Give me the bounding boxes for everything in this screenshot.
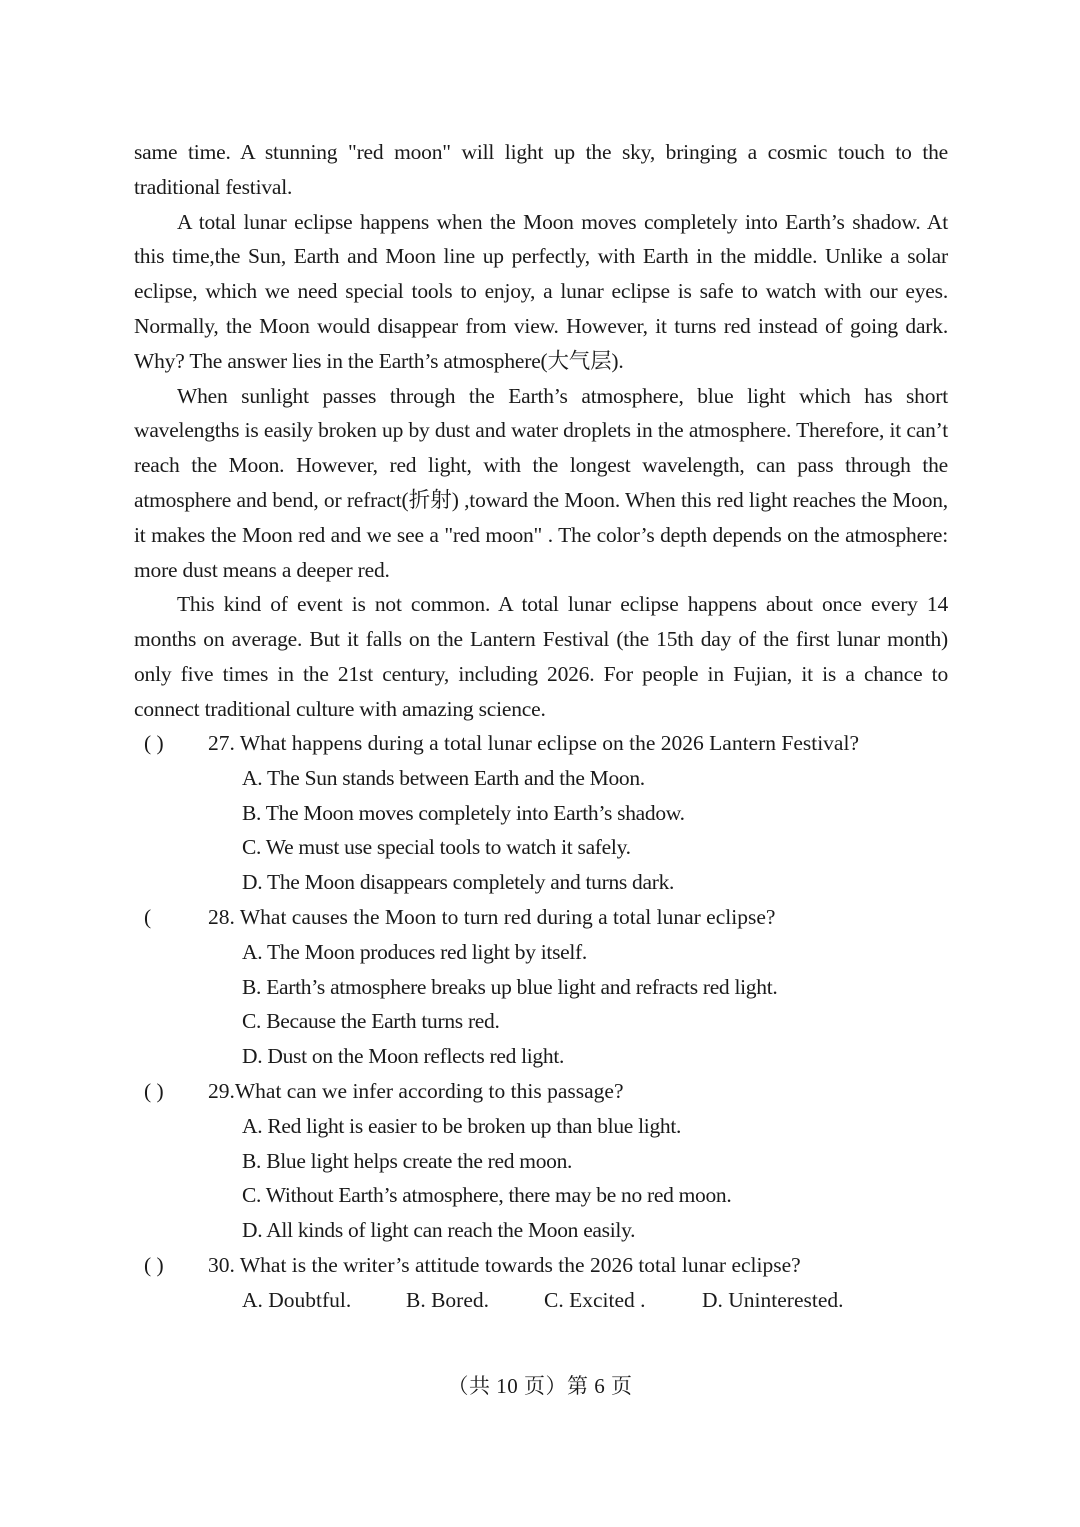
passage-paragraph-4: This kind of event is not common. A total lunar eclipse happens about once every 14 months on average. But it falls on the Lantern Festival (the 15th day of the first lunar month) only five times in the 21st century, including 2026. For people in Fujian, it is a chance to connect traditional culture with amazing science. [134, 592, 948, 721]
page-number-footer: （共 10 页）第 6 页 [447, 1374, 633, 1398]
option-d: D. The Moon disappears completely and turns dark. [242, 870, 675, 895]
option-b: B. Blue light helps create the red moon. [242, 1148, 573, 1173]
option-b: B. Earth’s atmosphere breaks up blue light and refracts red light. [242, 974, 778, 999]
option-c: C. Because the Earth turns red. [242, 1009, 500, 1034]
question-text: 30. What is the writer’s attitude towards the 2026 total lunar eclipse? [208, 1252, 801, 1277]
option-b: B. The Moon moves completely into Earth’s shadow. [242, 800, 685, 825]
question-list [134, 726, 948, 1318]
answer-blank[interactable]: ( ) [144, 1078, 164, 1103]
reading-passage [134, 135, 948, 727]
question-text: 29.What can we infer according to this passage? [208, 1078, 624, 1103]
option-c: C. Excited . [544, 1287, 646, 1312]
question-28 [134, 900, 948, 1074]
answer-blank[interactable]: ( ) [144, 1252, 164, 1277]
inline-options [134, 1283, 948, 1318]
question-29 [134, 1074, 948, 1248]
option-c: C. We must use special tools to watch it safely. [242, 835, 631, 860]
option-d: D. All kinds of light can reach the Moon easily. [242, 1218, 636, 1243]
option-a: A. Red light is easier to be broken up than blue light. [242, 1113, 682, 1138]
passage-paragraph-1: same time. A stunning "red moon" will light up the sky, bringing a cosmic touch to the traditional festival. [134, 140, 948, 199]
question-text: 27. What happens during a total lunar eclipse on the 2026 Lantern Festival? [208, 731, 859, 755]
option-d: D. Uninterested. [702, 1287, 844, 1312]
option-b: B. Bored. [406, 1287, 490, 1312]
question-text: 28. What causes the Moon to turn red during a total lunar eclipse? [208, 904, 776, 929]
answer-blank[interactable]: ( ) [144, 731, 164, 755]
passage-paragraph-3: When sunlight passes through the Earth’s atmosphere, blue light which has short wavelengths is easily broken up by dust and water droplets in the atmosphere. Therefore, it can’t reach the Moon. However, red light, with the longest wavelength, can pass through the atmosphere and bend, or refract(折射) ,toward the Moon. When this red light reaches the Moon, it makes the Moon red and we see a "red moon" . The color’s depth depends on the atmosphere: more dust means a deeper red. [134, 383, 948, 582]
passage-paragraph-2: A total lunar eclipse happens when the Moon moves completely into Earth’s shadow. At this time,the Sun, Earth and Moon line up perfectly, with Earth in the middle. Unlike a solar eclipse, which we need special tools to enjoy, a lunar eclipse is safe to watch with our eyes. Normally, the Moon would disappear from view. However, it turns red instead of going dark. Why? The answer lies in the Earth’s atmosphere(大气层). [134, 209, 948, 373]
option-c: C. Without Earth’s atmosphere, there may be no red moon. [242, 1183, 732, 1208]
question-27 [134, 726, 948, 900]
option-a: A. Doubtful. [242, 1287, 352, 1312]
option-a: A. The Sun stands between Earth and the Moon. [242, 765, 645, 790]
option-d: D. Dust on the Moon reflects red light. [242, 1044, 565, 1069]
answer-blank[interactable]: ( [144, 904, 152, 929]
option-a: A. The Moon produces red light by itself. [242, 939, 587, 964]
question-30 [134, 1248, 948, 1318]
